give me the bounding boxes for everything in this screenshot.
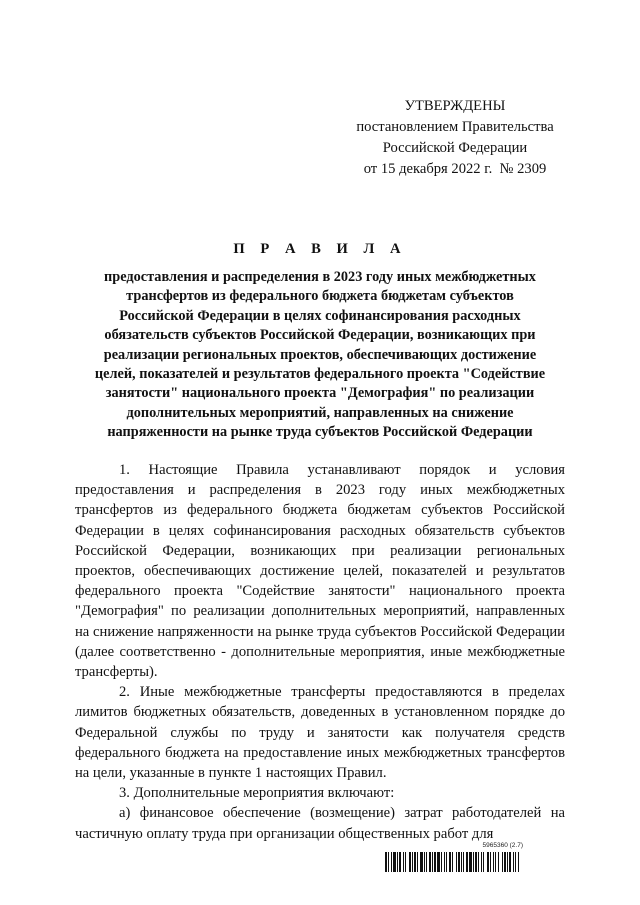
- paragraph-3a: а) финансовое обеспечение (возмещение) затрат работодателей на частичную оплату труда при организации общественных работ для: [75, 805, 565, 842]
- document-subtitle: [74, 268, 566, 443]
- subtitle-line: дополнительных мероприятий, направленных на снижение: [126, 404, 514, 421]
- approval-heading: УТВЕРЖДЕНЫ: [404, 98, 506, 114]
- subtitle-line: Российской Федерации в целях софинансирования расходных: [119, 307, 521, 324]
- paragraph-1: 1. Настоящие Правила устанавливают порядок и условия предоставления и распределения в 2023 году иных межбюджетных трансфертов из федерального бюджета бюджетам субъектов Российской Федерации в целях софинансирования расходных обязательств субъектов Российской Федерации, возникающих при реализации региональных проектов, обеспечивающих достижение целей, показателей и результатов федерального проекта "Содействие занятости" национального проекта "Демография" по реализации дополнительных мероприятий, направленных на снижение напряженности на рынке труда субъектов Российской Федерации (далее соответственно - дополнительные мероприятия, иные межбюджетные трансферты).: [75, 462, 565, 681]
- approval-line-2: Российской Федерации: [382, 140, 528, 156]
- subtitle-line: реализации региональных проектов, обеспечивающих достижение: [103, 346, 537, 363]
- subtitle-line: занятости" национального проекта "Демография" по реализации: [105, 385, 535, 402]
- approval-line-3: от 15 декабря 2022 г. № 2309: [363, 161, 547, 177]
- paragraph-2: 2. Иные межбюджетные трансферты предоставляются в пределах лимитов бюджетных обязательств, доведенных в установленном порядке до Федеральной службы по труду и занятости как получателя средств федерального бюджета на предоставление иных межбюджетных трансфертов на цели, указанные в пункте 1 настоящих Правил.: [75, 684, 565, 782]
- approval-line-1: постановлением Правительства: [356, 119, 554, 135]
- document-title: П Р А В И Л А: [233, 241, 407, 257]
- subtitle-line: обязательств субъектов Российской Федерации, возникающих при: [104, 327, 536, 344]
- subtitle-line: напряженности на рынке труда субъектов Российской Федерации: [107, 424, 533, 441]
- subtitle-line: трансфертов из федерального бюджета бюджетам субъектов: [126, 288, 514, 305]
- paragraph-3: 3. Дополнительные мероприятия включают:: [119, 785, 395, 802]
- barcode-number: 5965360 (2.7): [482, 842, 523, 849]
- approval-stamp: [340, 96, 570, 180]
- subtitle-line: предоставления и распределения в 2023 году иных межбюджетных: [104, 269, 536, 285]
- document-body: [75, 460, 565, 844]
- barcode-stripe: [519, 852, 520, 872]
- barcode-graphic: [385, 852, 570, 872]
- subtitle-line: целей, показателей и результатов федерального проекта "Содействие: [94, 366, 546, 383]
